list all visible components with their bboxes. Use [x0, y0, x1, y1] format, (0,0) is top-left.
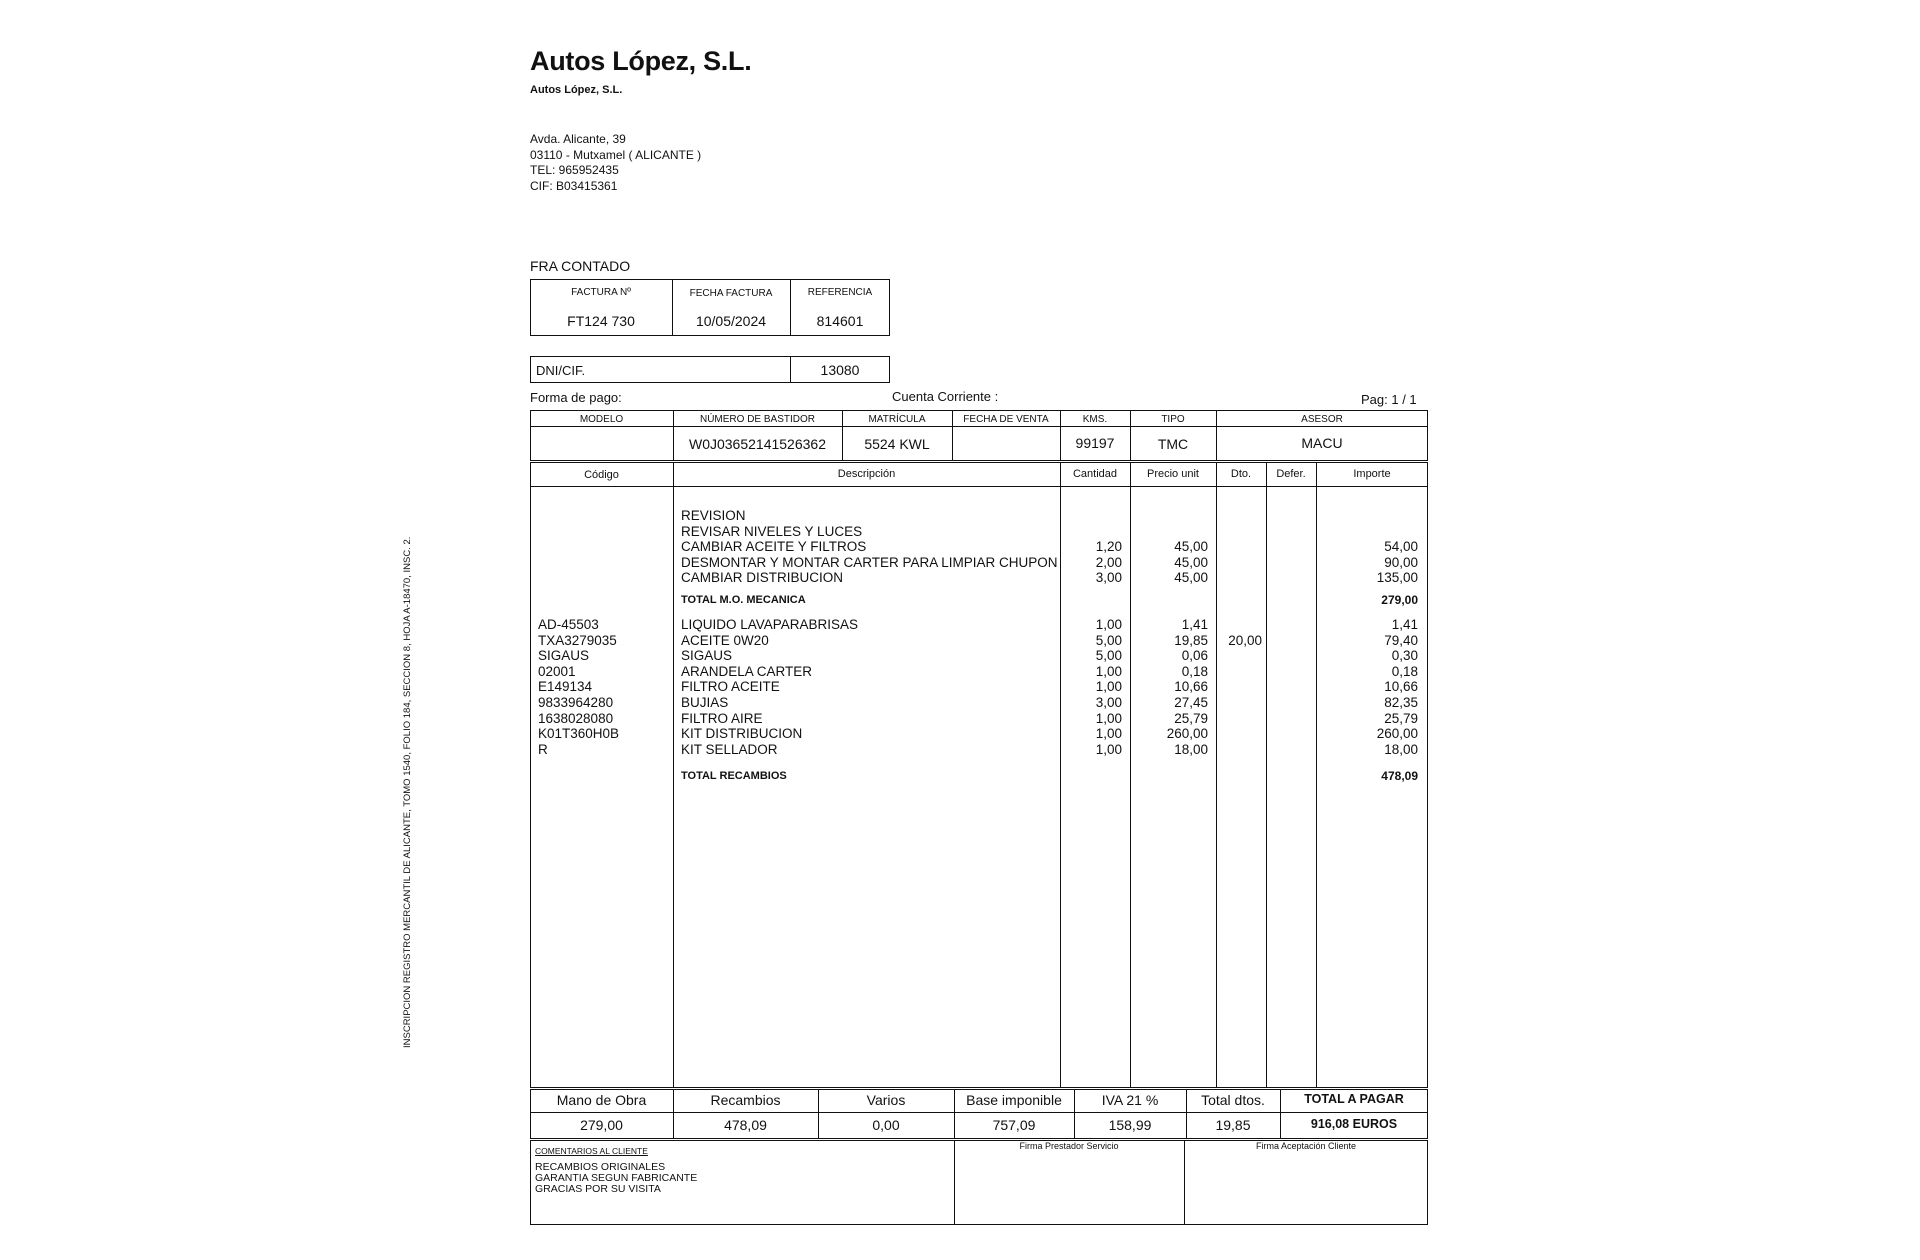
dni-label: DNI/CIF.	[536, 363, 586, 378]
deferred-column-header: Defer.	[1276, 468, 1306, 480]
part-code: 9833964280	[538, 695, 614, 710]
part-description: FILTRO ACEITE	[681, 679, 780, 695]
company-name: Autos López, S.L.	[530, 46, 752, 76]
part-quantity: 1,00	[1095, 663, 1122, 679]
part-description: KIT SELLADOR	[681, 741, 778, 757]
payment-method-label: Forma de pago:	[530, 390, 622, 405]
account-label: Cuenta Corriente :	[892, 389, 999, 404]
part-quantity: 1,00	[1095, 679, 1122, 695]
part-quantity: 1,00	[1095, 710, 1122, 726]
provider-signature-label: Firma Prestador Servicio	[1019, 1141, 1119, 1151]
cif-line: CIF: B03415361	[530, 178, 618, 193]
part-discount: 20,00	[1228, 632, 1262, 648]
parts-total-amount: 478,09	[1381, 769, 1418, 783]
advisor-value: MACU	[1301, 435, 1343, 451]
kms-header: KMS.	[1082, 414, 1108, 425]
labor-line-amount: 54,00	[1384, 539, 1418, 555]
part-code: K01T360H0B	[538, 726, 620, 742]
comments-label: COMENTARIOS AL CLIENTE	[535, 1146, 648, 1156]
part-description: LIQUIDO LAVAPARABRISAS	[681, 617, 859, 632]
part-amount: 18,00	[1384, 741, 1418, 757]
part-quantity: 1,00	[1095, 617, 1122, 632]
vat-value: 158,99	[1108, 1117, 1152, 1133]
vin-value: W0J03652141526362	[688, 436, 826, 452]
plate-header: MATRÍCULA	[868, 414, 926, 425]
part-amount: 0,18	[1391, 663, 1418, 679]
part-description: FILTRO AIRE	[681, 710, 763, 726]
registry-note: INSCRIPCION REGISTRO MERCANTIL DE ALICANTE, TOMO 1540, FOLIO 184, SECCION 8, HOJA A-18470, INSC. 2.	[402, 536, 413, 1048]
part-code: AD-45503	[538, 617, 599, 632]
labor-line-price: 45,00	[1174, 570, 1208, 586]
description-column-header: Descripción	[837, 468, 896, 480]
taxable-base-header: Base imponible	[966, 1092, 1062, 1108]
labor-line-description: REVISION	[681, 508, 746, 523]
address-line: 03110 - Mutxamel ( ALICANTE )	[530, 147, 702, 162]
labor-line-description: CAMBIAR DISTRIBUCION	[681, 570, 844, 586]
part-code: SIGAUS	[538, 648, 590, 664]
part-price: 260,00	[1166, 726, 1208, 742]
labor-line-quantity: 3,00	[1095, 570, 1122, 586]
code-column-header: Código	[584, 469, 619, 481]
labor-line-quantity: 1,20	[1095, 539, 1122, 555]
part-price: 18,00	[1174, 741, 1208, 757]
part-amount: 10,66	[1384, 679, 1418, 695]
part-price: 27,45	[1174, 695, 1208, 710]
part-description: ARANDELA CARTER	[681, 663, 813, 679]
company-address	[530, 132, 701, 194]
part-code: TXA3279035	[538, 632, 617, 648]
invoice-number-header: FACTURA Nº	[571, 287, 631, 298]
part-code: 1638028080	[538, 710, 614, 726]
client-signature-label: Firma Aceptación Cliente	[1255, 1141, 1357, 1151]
part-code: R	[538, 741, 548, 757]
labor-line-description: DESMONTAR Y MONTAR CARTER PARA LIMPIAR CHUPON	[681, 554, 1058, 570]
part-quantity: 5,00	[1095, 632, 1122, 648]
unit-price-column-header: Precio unit	[1147, 468, 1199, 480]
part-code: 02001	[538, 663, 576, 679]
comment-line: RECAMBIOS ORIGINALES	[535, 1161, 666, 1173]
part-description: SIGAUS	[681, 648, 733, 664]
invoice-date: 10/05/2024	[695, 313, 767, 329]
invoice-number: FT124 730	[567, 313, 635, 329]
type-value: TMC	[1157, 436, 1189, 452]
parts-total-label: TOTAL RECAMBIOS	[681, 770, 787, 782]
labor-header: Mano de Obra	[556, 1092, 647, 1108]
part-quantity: 5,00	[1095, 648, 1122, 664]
company-subname: Autos López, S.L.	[530, 84, 623, 96]
invoice-reference: 814601	[816, 313, 864, 329]
comment-line: GRACIAS POR SU VISITA	[535, 1183, 661, 1195]
part-price: 1,41	[1181, 617, 1208, 632]
discount-column-header: Dto.	[1230, 468, 1252, 480]
quantity-column-header: Cantidad	[1072, 468, 1118, 480]
kms-value: 99197	[1075, 435, 1115, 451]
vin-header: NÚMERO DE BASTIDOR	[699, 414, 815, 425]
invoice-reference-header: REFERENCIA	[807, 287, 873, 298]
part-amount: 1,41	[1391, 617, 1418, 632]
part-code: E149134	[538, 679, 593, 695]
part-quantity: 3,00	[1095, 695, 1122, 710]
part-amount: 0,30	[1391, 648, 1418, 664]
total-discounts-value: 19,85	[1215, 1117, 1251, 1133]
invoice-date-header: FECHA FACTURA	[689, 288, 773, 299]
part-description: BUJIAS	[681, 695, 729, 710]
vat-header: IVA 21 %	[1101, 1092, 1159, 1108]
part-description: ACEITE 0W20	[681, 632, 769, 648]
total-to-pay-header: TOTAL A PAGAR	[1304, 1092, 1404, 1106]
plate-value: 5524 KWL	[864, 436, 930, 452]
labor-line-amount: 90,00	[1384, 554, 1418, 570]
part-quantity: 1,00	[1095, 741, 1122, 757]
part-price: 19,85	[1174, 632, 1208, 648]
part-description: KIT DISTRIBUCION	[681, 726, 803, 742]
taxable-base-value: 757,09	[992, 1117, 1036, 1133]
part-price: 0,06	[1181, 648, 1208, 664]
misc-value: 0,00	[872, 1117, 900, 1133]
part-quantity: 1,00	[1095, 726, 1122, 742]
type-header: TIPO	[1161, 414, 1185, 425]
labor-line-quantity: 2,00	[1095, 554, 1122, 570]
labor-line-description: CAMBIAR ACEITE Y FILTROS	[681, 539, 867, 555]
total-discounts-header: Total dtos.	[1201, 1092, 1265, 1108]
part-amount: 25,79	[1384, 710, 1418, 726]
parts-value: 478,09	[724, 1117, 767, 1133]
part-price: 0,18	[1181, 663, 1208, 679]
comment-line: GARANTIA SEGUN FABRICANTE	[535, 1172, 698, 1184]
parts-header: Recambios	[710, 1092, 781, 1108]
part-amount: 82,35	[1384, 695, 1418, 710]
labor-line-description: REVISAR NIVELES Y LUCES	[681, 523, 863, 539]
amount-column-header: Importe	[1353, 468, 1391, 480]
labor-line-amount: 135,00	[1376, 570, 1418, 586]
part-price: 25,79	[1174, 710, 1208, 726]
phone-line: TEL: 965952435	[530, 163, 619, 177]
address-line: Avda. Alicante, 39	[530, 132, 626, 146]
sale-date-header: FECHA DE VENTA	[963, 414, 1049, 425]
misc-header: Varios	[866, 1092, 906, 1108]
part-amount: 260,00	[1376, 726, 1418, 742]
labor-total-label: TOTAL M.O. MECANICA	[681, 594, 806, 606]
labor-value: 279,00	[580, 1117, 623, 1133]
invoice-type: FRA CONTADO	[530, 258, 631, 274]
advisor-header: ASESOR	[1301, 414, 1343, 425]
part-price: 10,66	[1174, 679, 1208, 695]
total-to-pay-value: 916,08 EUROS	[1310, 1117, 1398, 1131]
labor-total-amount: 279,00	[1381, 593, 1418, 607]
page-indicator: Pag: 1 / 1	[1361, 392, 1417, 407]
model-header: MODELO	[579, 414, 624, 425]
part-amount: 79,40	[1384, 632, 1418, 648]
dni-value: 13080	[820, 362, 860, 378]
labor-line-price: 45,00	[1174, 554, 1208, 570]
labor-line-price: 45,00	[1174, 539, 1208, 555]
